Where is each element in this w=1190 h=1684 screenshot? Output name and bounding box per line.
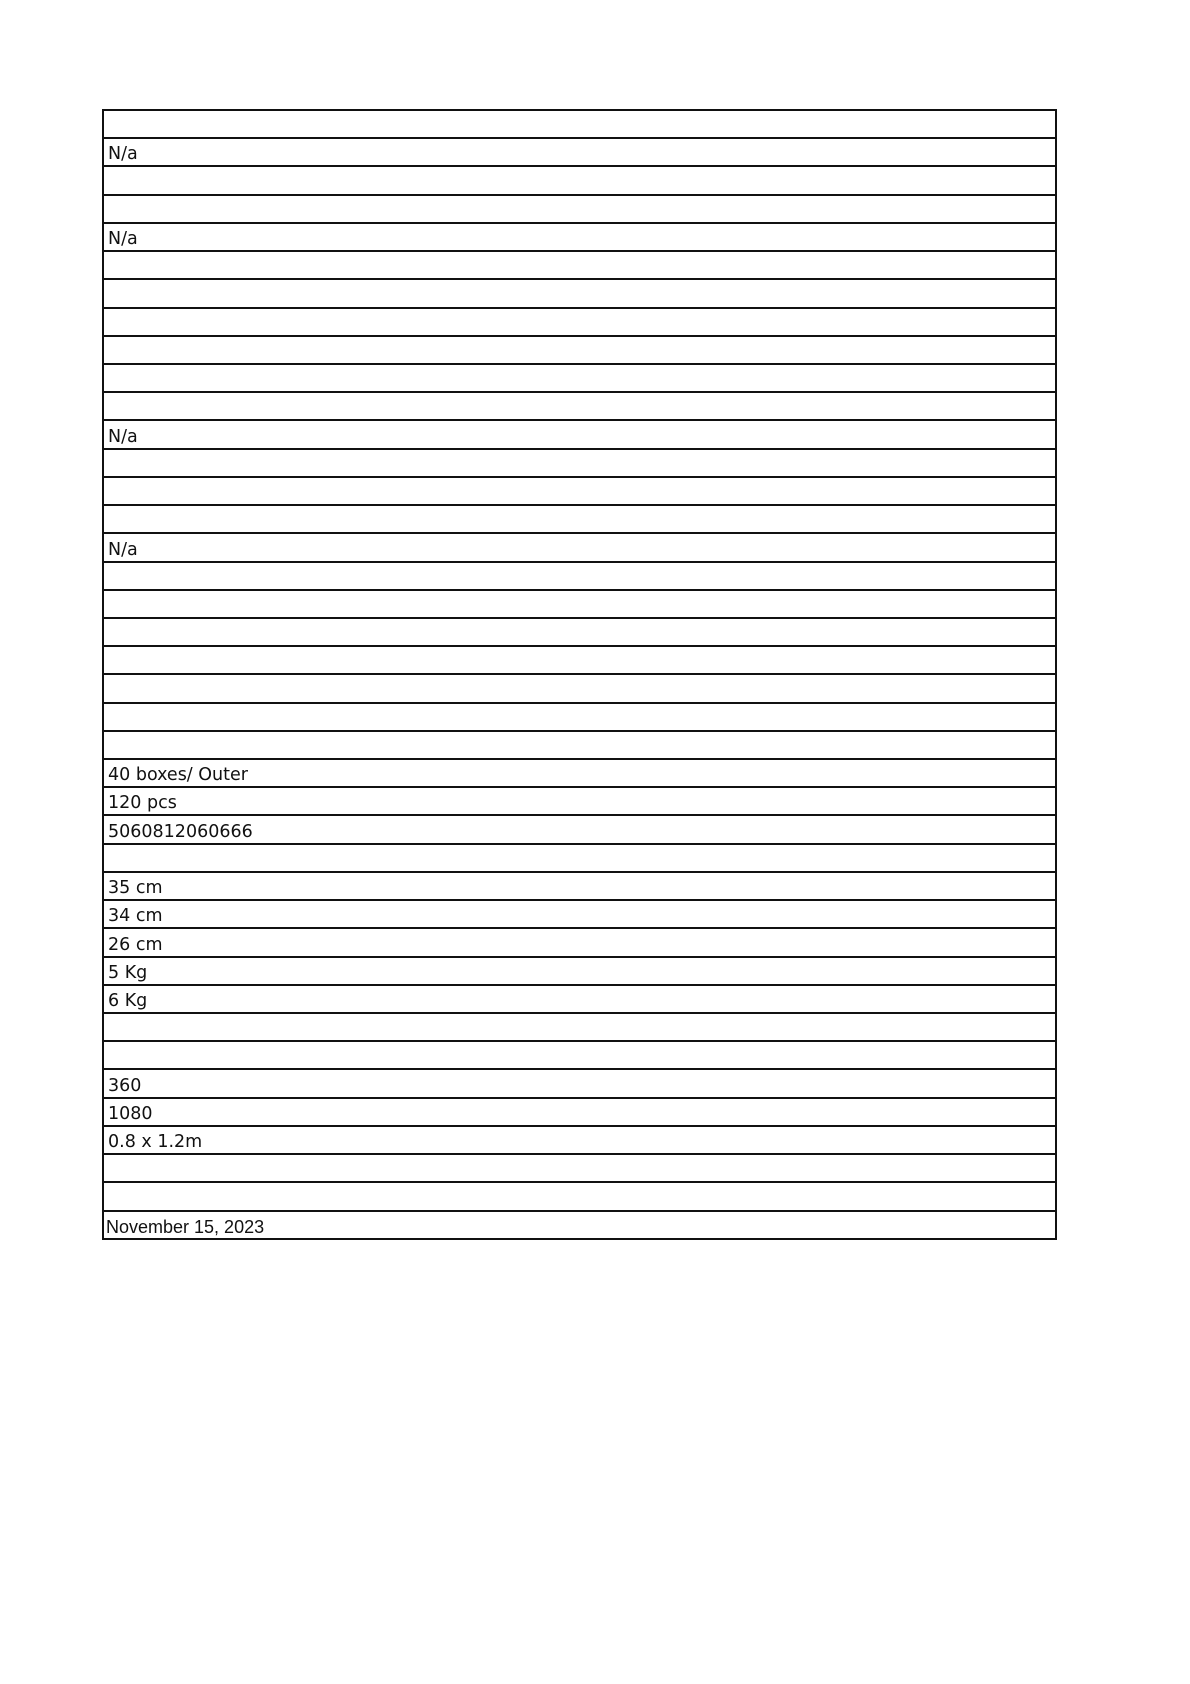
- table-row: [104, 732, 1055, 760]
- table-row: [104, 450, 1055, 478]
- table-row: 360: [104, 1070, 1055, 1098]
- spreadsheet-table: [102, 109, 1057, 1240]
- table-row: [104, 506, 1055, 534]
- table-row: 26 cm: [104, 929, 1055, 957]
- table-row: 35 cm: [104, 873, 1055, 901]
- table-row: N/a: [104, 224, 1055, 252]
- table-row: [104, 111, 1055, 139]
- table-row: [104, 647, 1055, 675]
- table-row: [104, 591, 1055, 619]
- table-row: [104, 1155, 1055, 1183]
- table-row: 1080: [104, 1099, 1055, 1127]
- table-row: [104, 337, 1055, 365]
- table-row: 6 Kg: [104, 986, 1055, 1014]
- table-row: [104, 1042, 1055, 1070]
- table-row: [104, 675, 1055, 703]
- table-row: [104, 309, 1055, 337]
- table-row: [104, 393, 1055, 421]
- table-row: [104, 252, 1055, 280]
- date-row: November 15, 2023: [104, 1212, 1055, 1240]
- table-row: 5060812060666: [104, 816, 1055, 844]
- table-row: 40 boxes/ Outer: [104, 760, 1055, 788]
- table-row: [104, 619, 1055, 647]
- table-row: [104, 365, 1055, 393]
- table-row: [104, 563, 1055, 591]
- table-row: [104, 196, 1055, 224]
- table-row: [104, 1014, 1055, 1042]
- table-row: N/a: [104, 534, 1055, 562]
- table-row: [104, 280, 1055, 308]
- table-row: 0.8 x 1.2m: [104, 1127, 1055, 1155]
- table-row: N/a: [104, 421, 1055, 449]
- table-row: 34 cm: [104, 901, 1055, 929]
- table-row: [104, 845, 1055, 873]
- table-row: [104, 1183, 1055, 1211]
- table-row: [104, 478, 1055, 506]
- table-row: 5 Kg: [104, 958, 1055, 986]
- table-row: [104, 167, 1055, 195]
- table-row: N/a: [104, 139, 1055, 167]
- table-row: [104, 704, 1055, 732]
- table-row: 120 pcs: [104, 788, 1055, 816]
